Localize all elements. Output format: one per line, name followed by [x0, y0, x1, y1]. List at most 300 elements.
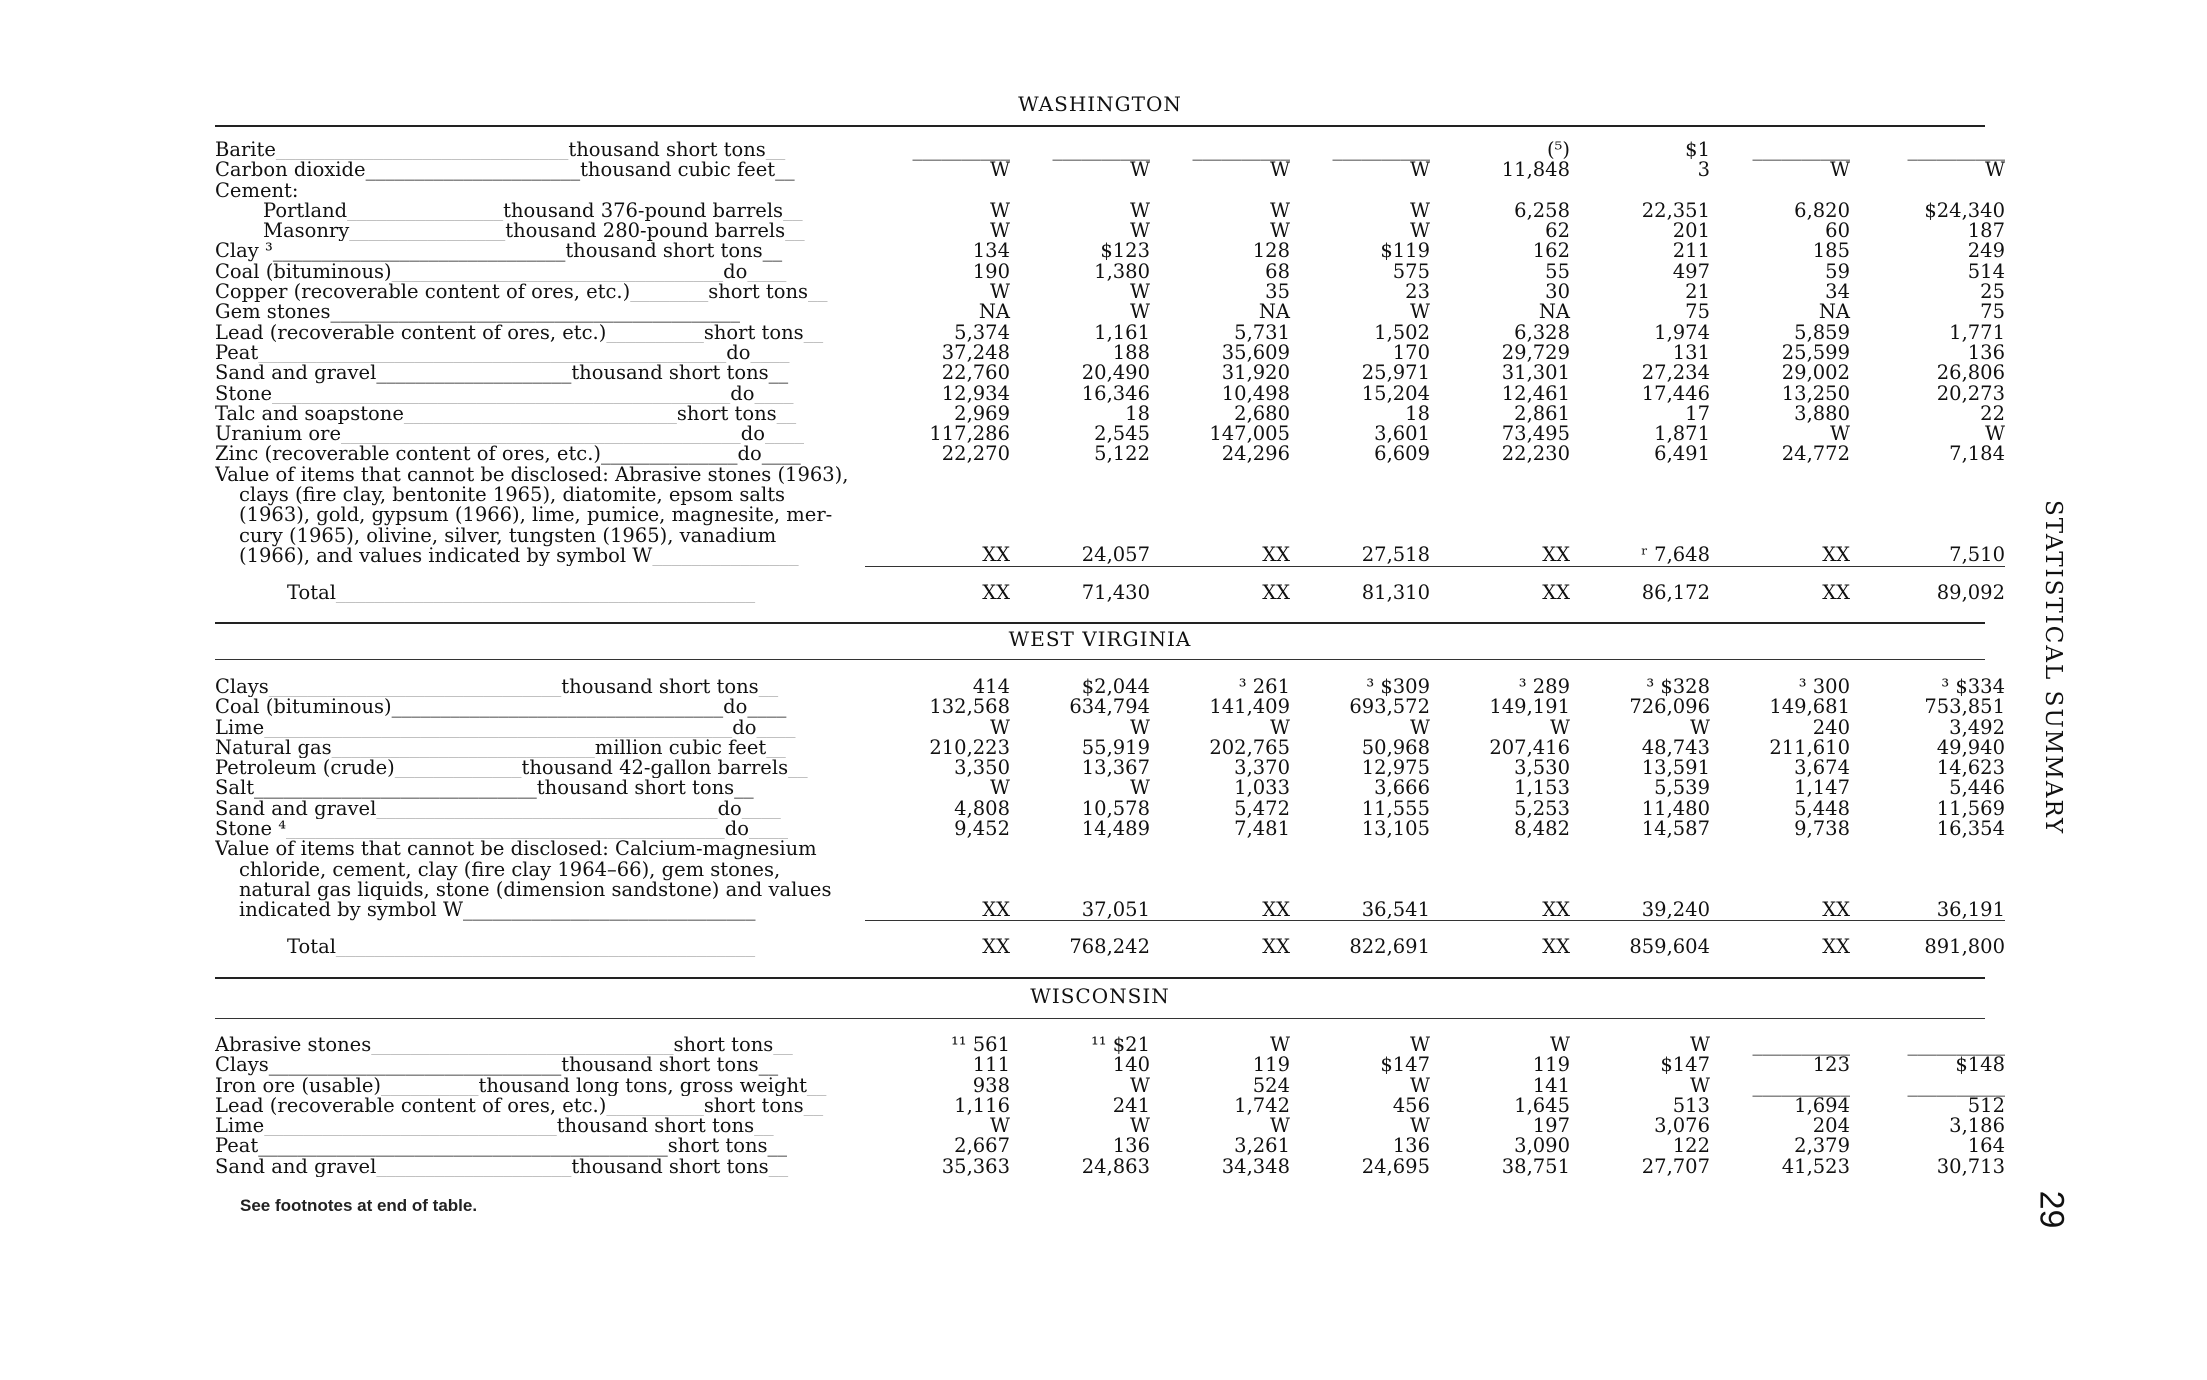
value-cell: 122	[1672, 1134, 1710, 1158]
value-cell: W	[989, 776, 1010, 800]
value-cell: 86,172	[1641, 580, 1710, 604]
value-cell: 75	[1980, 300, 2005, 324]
value-cell: 164	[1967, 1134, 2005, 1158]
value-cell: 119	[1252, 1053, 1290, 1077]
value-cell: W	[1409, 219, 1430, 243]
row-label: Stone ⁴_____________________________________________do____	[215, 819, 789, 840]
value-cell: 27,518	[1361, 543, 1430, 567]
table-row	[215, 343, 2005, 363]
value-cell: 162	[1532, 239, 1570, 263]
value-cell: 39,240	[1641, 897, 1710, 921]
value-cell: 131	[1672, 340, 1710, 364]
row-label: Clays______________________________thousand short tons__	[215, 1055, 779, 1076]
row-label: Salt_____________________________thousand short tons__	[215, 778, 754, 799]
value-cell: W	[1549, 715, 1570, 739]
value-cell: W	[1984, 158, 2005, 182]
value-cell: 16,346	[1081, 381, 1150, 405]
value-cell: 1,161	[1094, 320, 1150, 344]
table-row	[215, 384, 2005, 404]
value-cell: 123	[1812, 1053, 1850, 1077]
row-label-line: Value of items that cannot be disclosed: Abrasive stones (1963),	[215, 464, 849, 486]
value-cell: 31,920	[1221, 361, 1290, 385]
value-cell: 2,379	[1794, 1134, 1850, 1158]
row-label: Peat__________________________________________short tons__	[215, 1136, 788, 1157]
value-cell: 1,871	[1654, 422, 1710, 446]
value-cell: 24,057	[1081, 543, 1150, 567]
value-cell: $147	[1660, 1053, 1710, 1077]
value-cell: ³ $309	[1366, 675, 1430, 698]
table-row	[215, 363, 2005, 383]
value-cell: ³ 261	[1238, 675, 1290, 698]
section-rule	[215, 977, 1985, 979]
table-row	[215, 404, 2005, 424]
value-cell: 7,184	[1949, 442, 2005, 466]
value-cell: W	[1829, 422, 1850, 446]
row-label-line: cury (1965), olivine, silver, tungsten (1965), vanadium	[239, 523, 777, 547]
value-cell: __________	[1052, 138, 1150, 161]
value-cell: 210,223	[929, 735, 1010, 759]
value-cell: 136	[1392, 1134, 1430, 1158]
value-cell: 3,090	[1514, 1134, 1570, 1158]
total-row	[215, 573, 2005, 603]
footnote-note: See footnotes at end of table.	[240, 1196, 478, 1215]
row-label-line: (1966), and values indicated by symbol W_______________	[239, 543, 799, 567]
value-cell: __________	[1332, 138, 1430, 161]
value-cell: __________	[1192, 138, 1290, 161]
value-cell: 211,610	[1769, 735, 1850, 759]
value-cell: 22,270	[941, 442, 1010, 466]
table-row	[215, 677, 2005, 697]
value-cell: 822,691	[1349, 935, 1430, 959]
row-label: Gem stones__________________________________________	[215, 302, 740, 323]
value-cell: 35	[1265, 280, 1290, 304]
value-cell: 11,555	[1361, 796, 1430, 820]
value-cell: XX	[1822, 580, 1850, 604]
value-cell: 9,738	[1794, 817, 1850, 841]
table-row	[215, 799, 2005, 819]
row-label: Clay ³______________________________thousand short tons__	[215, 241, 783, 262]
value-cell: 634,794	[1069, 695, 1150, 719]
value-cell: 768,242	[1069, 935, 1150, 959]
value-cell: 9,452	[954, 817, 1010, 841]
west-virginia-table	[215, 677, 2005, 957]
table-row	[215, 697, 2005, 717]
value-cell: 73,495	[1501, 422, 1570, 446]
value-cell: 27,234	[1641, 361, 1710, 385]
value-cell: 3,492	[1949, 715, 2005, 739]
value-cell: W	[1409, 198, 1430, 222]
value-cell: 3	[1697, 158, 1710, 182]
value-cell: 5,539	[1654, 776, 1710, 800]
value-cell: XX	[982, 543, 1010, 567]
section-rule	[215, 1018, 1985, 1019]
value-cell: W	[1129, 1073, 1150, 1097]
value-cell: 21	[1685, 280, 1710, 304]
row-label-line: natural gas liquids, stone (dimension sandstone) and values	[239, 877, 832, 901]
value-cell: W	[1829, 158, 1850, 182]
value-cell: W	[989, 715, 1010, 739]
value-cell: 8,482	[1514, 817, 1570, 841]
value-cell: 4,808	[954, 796, 1010, 820]
value-cell: 5,446	[1949, 776, 2005, 800]
value-cell: __________	[1752, 1073, 1850, 1097]
value-cell: 23	[1405, 280, 1430, 304]
value-cell: 71,430	[1081, 580, 1150, 604]
value-cell: 241	[1112, 1093, 1150, 1117]
value-cell: W	[1689, 1073, 1710, 1097]
value-cell: 11,848	[1501, 158, 1570, 182]
page-number: 29	[2032, 1190, 2071, 1229]
value-cell: XX	[1542, 897, 1570, 921]
value-cell: NA	[1538, 300, 1570, 324]
value-cell: 211	[1672, 239, 1710, 263]
table-row	[215, 738, 2005, 758]
value-cell: 128	[1252, 239, 1290, 263]
value-cell: (⁵)	[1546, 138, 1570, 161]
value-cell: XX	[982, 897, 1010, 921]
value-cell: ¹¹ $21	[1090, 1033, 1150, 1056]
value-cell: NA	[1258, 300, 1290, 324]
table-row	[215, 778, 2005, 798]
value-cell: 75	[1685, 300, 1710, 324]
value-cell: XX	[1262, 580, 1290, 604]
value-cell: 512	[1967, 1093, 2005, 1117]
value-cell	[1010, 181, 1150, 201]
value-cell: 29,729	[1501, 340, 1570, 364]
value-cell: 48,743	[1641, 735, 1710, 759]
value-cell: W	[1409, 715, 1430, 739]
value-cell: XX	[1262, 935, 1290, 959]
value-cell: 2,969	[954, 401, 1010, 425]
value-cell: 10,578	[1081, 796, 1150, 820]
value-cell: 29,002	[1781, 361, 1850, 385]
table-row	[215, 1116, 2005, 1136]
row-label	[215, 465, 865, 566]
value-cell: 1,645	[1514, 1093, 1570, 1117]
value-cell: 3,674	[1794, 756, 1850, 780]
value-cell: 2,680	[1234, 401, 1290, 425]
value-cell: 50,968	[1361, 735, 1430, 759]
row-label: Lead (recoverable content of ores, etc.)__________short tons__	[215, 322, 824, 343]
value-cell: XX	[982, 580, 1010, 604]
table-row	[215, 282, 2005, 302]
value-cell: 1,116	[954, 1093, 1010, 1117]
value-cell: 12,461	[1501, 381, 1570, 405]
row-label: Peat________________________________________________do____	[215, 342, 790, 364]
value-cell: W	[1129, 300, 1150, 324]
row-label: Sand and gravel____________________thousand short tons__	[215, 1156, 789, 1178]
value-cell	[1150, 181, 1290, 201]
value-cell: 693,572	[1349, 695, 1430, 719]
value-cell: 497	[1672, 259, 1710, 283]
value-cell: 1,771	[1949, 320, 2005, 344]
value-cell: W	[1269, 198, 1290, 222]
row-label: Stone_______________________________________________do____	[215, 383, 794, 404]
table-row	[215, 1035, 2005, 1055]
row-label: Abrasive stones_______________________________short tons__	[215, 1035, 793, 1056]
value-cell: 81,310	[1361, 580, 1430, 604]
value-cell: 147,005	[1209, 422, 1290, 446]
value-cell: 34	[1825, 280, 1850, 304]
value-cell: W	[1409, 300, 1430, 324]
value-cell: ¹¹ 561	[950, 1033, 1010, 1056]
value-cell: 25,971	[1361, 361, 1430, 385]
value-cell: 859,604	[1629, 935, 1710, 959]
row-label-line: chloride, cement, clay (fire clay 1964–66), gem stones,	[239, 857, 781, 881]
value-cell: 13,367	[1081, 756, 1150, 780]
row-label-line: indicated by symbol W______________________________	[239, 898, 756, 921]
value-cell: ³ 289	[1518, 675, 1570, 698]
value-cell: 60	[1825, 219, 1850, 243]
value-cell: 197	[1532, 1114, 1570, 1138]
value-cell: 30	[1545, 280, 1570, 304]
value-cell: W	[1984, 422, 2005, 446]
row-label: Talc and soapstone____________________________short tons__	[215, 403, 797, 425]
table-row	[215, 323, 2005, 343]
row-label-line: Value of items that cannot be disclosed: Calcium-magnesium	[215, 839, 817, 861]
value-cell: 30,713	[1936, 1154, 2005, 1178]
value-cell: 6,820	[1794, 198, 1850, 222]
value-cell: 202,765	[1209, 735, 1290, 759]
value-cell: W	[989, 198, 1010, 222]
value-cell: 17,446	[1641, 381, 1710, 405]
value-cell: __________	[1752, 138, 1850, 161]
value-cell: ³ 300	[1798, 675, 1850, 698]
value-cell: 249	[1967, 239, 2005, 263]
value-cell: 24,772	[1781, 442, 1850, 466]
value-cell: 13,105	[1361, 817, 1430, 841]
value-cell: 11,480	[1641, 796, 1710, 820]
value-cell: 207,416	[1489, 735, 1570, 759]
value-cell: 6,491	[1654, 442, 1710, 466]
value-cell: 14,623	[1936, 756, 2005, 780]
value-cell: W	[1129, 158, 1150, 182]
section-rule	[215, 622, 1985, 624]
table-row	[215, 1157, 2005, 1177]
value-cell: 149,681	[1769, 695, 1850, 719]
value-cell: 38,751	[1501, 1154, 1570, 1178]
row-label: Petroleum (crude)_____________thousand 42-gallon barrels__	[215, 758, 808, 779]
value-cell: 25	[1980, 280, 2005, 304]
value-cell: W	[1129, 219, 1150, 243]
row-label: Total___________________________________________	[287, 935, 756, 958]
value-cell: 111	[972, 1053, 1010, 1077]
value-cell: W	[1689, 1033, 1710, 1056]
table-row	[215, 241, 2005, 261]
value-cell: 3,076	[1654, 1114, 1710, 1138]
section-rule	[215, 659, 1985, 660]
value-cell: $148	[1955, 1053, 2005, 1077]
value-cell: 11,569	[1936, 796, 2005, 820]
value-cell: 149,191	[1489, 695, 1570, 719]
value-cell: 59	[1825, 259, 1850, 283]
row-label: Lime______________________________thousand short tons__	[215, 1116, 774, 1137]
value-cell: 132,568	[929, 695, 1010, 719]
value-cell	[1430, 181, 1570, 201]
value-cell: 49,940	[1936, 735, 2005, 759]
value-cell: NA	[1818, 300, 1850, 324]
value-cell: 514	[1967, 259, 2005, 283]
row-label-line: (1963), gold, gypsum (1966), lime, pumice, magnesite, mer-	[239, 503, 833, 527]
table-row	[215, 160, 2005, 180]
value-cell: 140	[1112, 1053, 1150, 1077]
row-label: Uranium ore_________________________________________do____	[215, 424, 804, 445]
value-cell: 16,354	[1936, 817, 2005, 841]
table-row	[215, 444, 2005, 464]
value-cell: 753,851	[1924, 695, 2005, 719]
value-cell: 2,545	[1094, 422, 1150, 446]
value-cell: 5,472	[1234, 796, 1290, 820]
value-cell: 36,541	[1361, 897, 1430, 921]
value-cell: $147	[1380, 1053, 1430, 1077]
value-cell: 25,599	[1781, 340, 1850, 364]
value-cell: 35,363	[941, 1154, 1010, 1178]
value-cell: 117,286	[929, 422, 1010, 446]
value-cell: 414	[972, 675, 1010, 698]
value-cell: 136	[1967, 340, 2005, 364]
value-cell: 891,800	[1924, 935, 2005, 959]
wisconsin-table	[215, 1035, 2005, 1177]
value-cell: 14,489	[1081, 817, 1150, 841]
row-label: Carbon dioxide______________________thousand cubic feet__	[215, 160, 795, 181]
row-label: Total___________________________________________	[287, 580, 756, 604]
value-cell: W	[1409, 1073, 1430, 1097]
value-cell: 1,380	[1094, 259, 1150, 283]
value-cell: ³ $328	[1646, 675, 1710, 698]
value-cell: 5,253	[1514, 796, 1570, 820]
row-label: Natural gas___________________________million cubic feet__	[215, 737, 786, 759]
value-cell: 938	[972, 1073, 1010, 1097]
value-cell: 20,490	[1081, 361, 1150, 385]
value-cell: 1,974	[1654, 320, 1710, 344]
value-cell: 141	[1532, 1073, 1570, 1097]
value-cell: 27,707	[1641, 1154, 1710, 1178]
value-cell: 575	[1392, 259, 1430, 283]
value-cell: 170	[1392, 340, 1430, 364]
value-cell: 55,919	[1081, 735, 1150, 759]
value-cell: __________	[912, 138, 1010, 161]
value-cell: 240	[1812, 715, 1850, 739]
value-cell	[1710, 181, 1850, 201]
total-row	[215, 927, 2005, 957]
value-cell: 14,587	[1641, 817, 1710, 841]
value-cell: 13,591	[1641, 756, 1710, 780]
row-label: Sand and gravel___________________________________do____	[215, 798, 781, 820]
value-cell: W	[989, 1114, 1010, 1138]
row-label: Zinc (recoverable content of ores, etc.)______________do____	[215, 444, 801, 465]
value-cell: W	[1409, 158, 1430, 182]
row-label: Barite______________________________thousand short tons__	[215, 140, 786, 161]
value-cell: 18	[1405, 401, 1430, 425]
row-label-line: clays (fire clay, bentonite 1965), diatomite, epsom salts	[239, 483, 786, 507]
value-cell: 55	[1545, 259, 1570, 283]
value-cell: W	[1129, 715, 1150, 739]
value-cell: W	[1129, 776, 1150, 800]
value-cell: 24,296	[1221, 442, 1290, 466]
value-cell: W	[1129, 198, 1150, 222]
value-cell: 5,859	[1794, 320, 1850, 344]
value-cell	[1290, 181, 1430, 201]
value-cell: $24,340	[1924, 198, 2005, 222]
table-row	[215, 1055, 2005, 1075]
running-header-statistical-summary: STATISTICAL SUMMARY	[2040, 500, 2066, 836]
value-cell: $119	[1380, 239, 1430, 263]
value-cell: W	[989, 219, 1010, 243]
value-cell: W	[1129, 1114, 1150, 1138]
value-cell: 62	[1545, 219, 1570, 243]
value-cell	[1570, 181, 1710, 201]
row-label: Coal (bituminous)__________________________________do____	[215, 697, 787, 718]
value-cell: W	[1409, 1114, 1430, 1138]
value-cell: 5,448	[1794, 796, 1850, 820]
value-cell	[865, 181, 1010, 201]
value-cell: W	[989, 158, 1010, 182]
value-cell: 24,863	[1081, 1154, 1150, 1178]
table-row	[215, 424, 2005, 444]
value-cell: W	[1269, 715, 1290, 739]
row-label: Coal (bituminous)__________________________________do____	[215, 261, 787, 283]
value-cell: 10,498	[1221, 381, 1290, 405]
value-cell: 1,147	[1794, 776, 1850, 800]
value-cell: 15,204	[1361, 381, 1430, 405]
value-cell: 22,230	[1501, 442, 1570, 466]
row-label: Iron ore (usable)__________thousand long tons, gross weight__	[215, 1075, 827, 1096]
value-cell: 1,153	[1514, 776, 1570, 800]
value-cell: W	[1129, 280, 1150, 304]
value-cell: XX	[1822, 935, 1850, 959]
value-cell: 1,694	[1794, 1093, 1850, 1117]
value-cell: W	[1689, 715, 1710, 739]
value-cell: __________	[1907, 1073, 2005, 1097]
value-cell: 188	[1112, 340, 1150, 364]
table-row	[215, 839, 2005, 920]
value-cell: W	[989, 280, 1010, 304]
value-cell: 12,975	[1361, 756, 1430, 780]
value-cell: __________	[1752, 1033, 1850, 1056]
value-cell: XX	[1262, 543, 1290, 567]
row-label	[215, 839, 865, 920]
value-cell: 37,248	[941, 340, 1010, 364]
value-cell: 26,806	[1936, 361, 2005, 385]
value-cell: W	[1549, 1033, 1570, 1056]
row-label: Lead (recoverable content of ores, etc.)__________short tons__	[215, 1095, 824, 1117]
value-cell: 22,351	[1641, 198, 1710, 222]
value-cell: 1,742	[1234, 1093, 1290, 1117]
row-label: Sand and gravel____________________thousand short tons__	[215, 363, 789, 384]
section-rule	[215, 125, 1985, 127]
value-cell: 5,374	[954, 320, 1010, 344]
value-cell: 141,409	[1209, 695, 1290, 719]
value-cell: 456	[1392, 1093, 1430, 1117]
table-row	[215, 1076, 2005, 1096]
value-cell: 201	[1672, 219, 1710, 243]
table-row	[215, 302, 2005, 322]
section-title-washington: WASHINGTON	[1018, 92, 1182, 116]
value-cell: W	[1269, 158, 1290, 182]
value-cell: 31,301	[1501, 361, 1570, 385]
row-label: Lime________________________________________________do____	[215, 717, 796, 738]
table-row	[215, 758, 2005, 778]
value-cell: 34,348	[1221, 1154, 1290, 1178]
table-row	[215, 181, 2005, 201]
table-row	[215, 819, 2005, 839]
value-cell: 22,760	[941, 361, 1010, 385]
table-row	[215, 1096, 2005, 1116]
value-cell: $123	[1100, 239, 1150, 263]
value-cell: 18	[1125, 401, 1150, 425]
value-cell: W	[1269, 1114, 1290, 1138]
table-row	[215, 465, 2005, 566]
